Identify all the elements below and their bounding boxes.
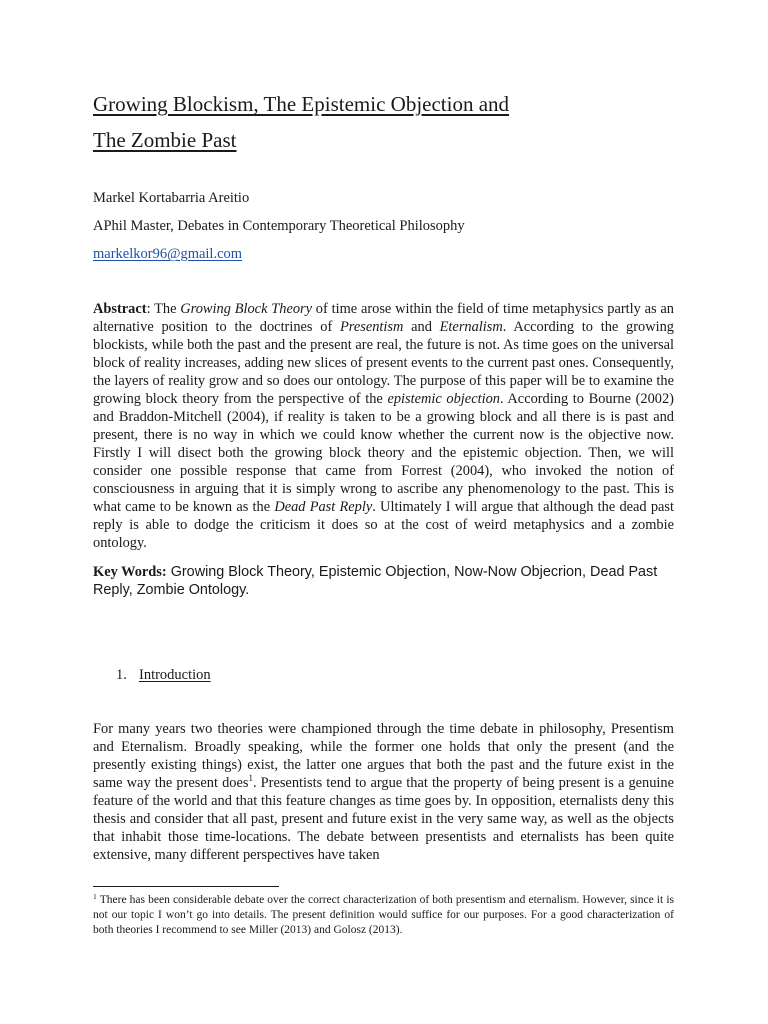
abstract-term: epistemic objection [387,391,500,407]
section-title: Introduction [139,667,211,683]
intro-text: For many years two theories were championed through the time debate in philosophy, Presentism and Eternalism. Broadly speaking, while the former one holds that only the present (and the presently existing things) exist, the latter one argues that both the past and the future exist in the same way the present does [93,721,674,791]
abstract-term: Presentism [339,319,404,335]
abstract-term: Eternalism [439,319,503,335]
abstract-text: of time arose within the field of time metaphysics partly as an alternative position to the doctrines of [93,301,674,335]
section-number: 1. [116,667,127,683]
footnote [93,893,674,938]
footnote-divider [93,886,279,887]
abstract-term: Dead Past Reply [274,499,373,515]
abstract-term: Growing Block Theory [180,301,313,317]
section-heading [116,666,211,684]
keywords-paragraph [93,563,674,599]
intro-text: . Presentists tend to argue that the property of being present is a genuine feature of the world and that this feature changes as time goes by. In opposition, eternalists deny this thesis and consider that all past, present and future exist in the very same way, as well as the objects that inhabit those time-locations. The debate between presentists and eternalists has been quite extensive, many different perspectives have taken [93,775,675,863]
keywords-label: Key Words: [93,564,167,580]
paper-title [93,86,509,158]
abstract-text: . According to the growing blockists, while both the past and the present are real, the future is not. As time goes on the universal block of reality increases, adding new slices of present events to the current past ones. Consequently, the layers of reality grow and so does our ontology. The purpose of this paper will be to examine the growing block theory from the perspective of the [93,319,674,407]
paper-title-line-1: Growing Blockism, The Epistemic Objection and [93,92,510,116]
abstract-text: . Ultimately I will argue that although the dead past reply is able to dodge the criticism it does so at the cost of weird metaphysics and a zombie ontology. [93,499,675,551]
author-email-link[interactable]: markelkor96@gmail.com [93,246,243,262]
abstract-text: : The [146,301,181,317]
author-program: APhil Master, Debates in Contemporary Theoretical Philosophy [93,218,465,234]
footnote-text: There has been considerable debate over the correct characterization of both presentism and eternalism. However, since it is not our topic I won’t go into details. The present definition would suffice for our purposes. For a good characterization of both theories I recommend to see Miller (2013) and Golosz (2013). [93,894,674,936]
abstract-paragraph [93,300,674,552]
keywords-text: Growing Block Theory, Epistemic Objection, Now-Now Objecrion, Dead Past Reply, Zombie Ontology. [93,564,658,598]
footnote-reference[interactable]: 1 [248,773,253,783]
abstract-text: and [403,319,440,335]
author-name: Markel Kortabarria Areitio [93,190,250,206]
paper-title-line-2: The Zombie Past [93,128,237,152]
abstract-text: . According to Bourne (2002) and Braddon-Mitchell (2004), if reality is taken to be a growing block and all there is is past and present, there is no way in which we could know whether the current now is the objective now. Firstly I will disect both the growing block theory and the epistemic objection. Then, we will consider one possible response that came from Forrest (2004), who invoked the notion of consciousness in arguing that it is simply wrong to ascribe any phenomenology to the past. This is what came to be known as the [93,391,674,515]
footnote-marker: 1 [93,892,97,901]
introduction-paragraph [93,720,674,864]
abstract-label: Abstract [93,301,147,317]
